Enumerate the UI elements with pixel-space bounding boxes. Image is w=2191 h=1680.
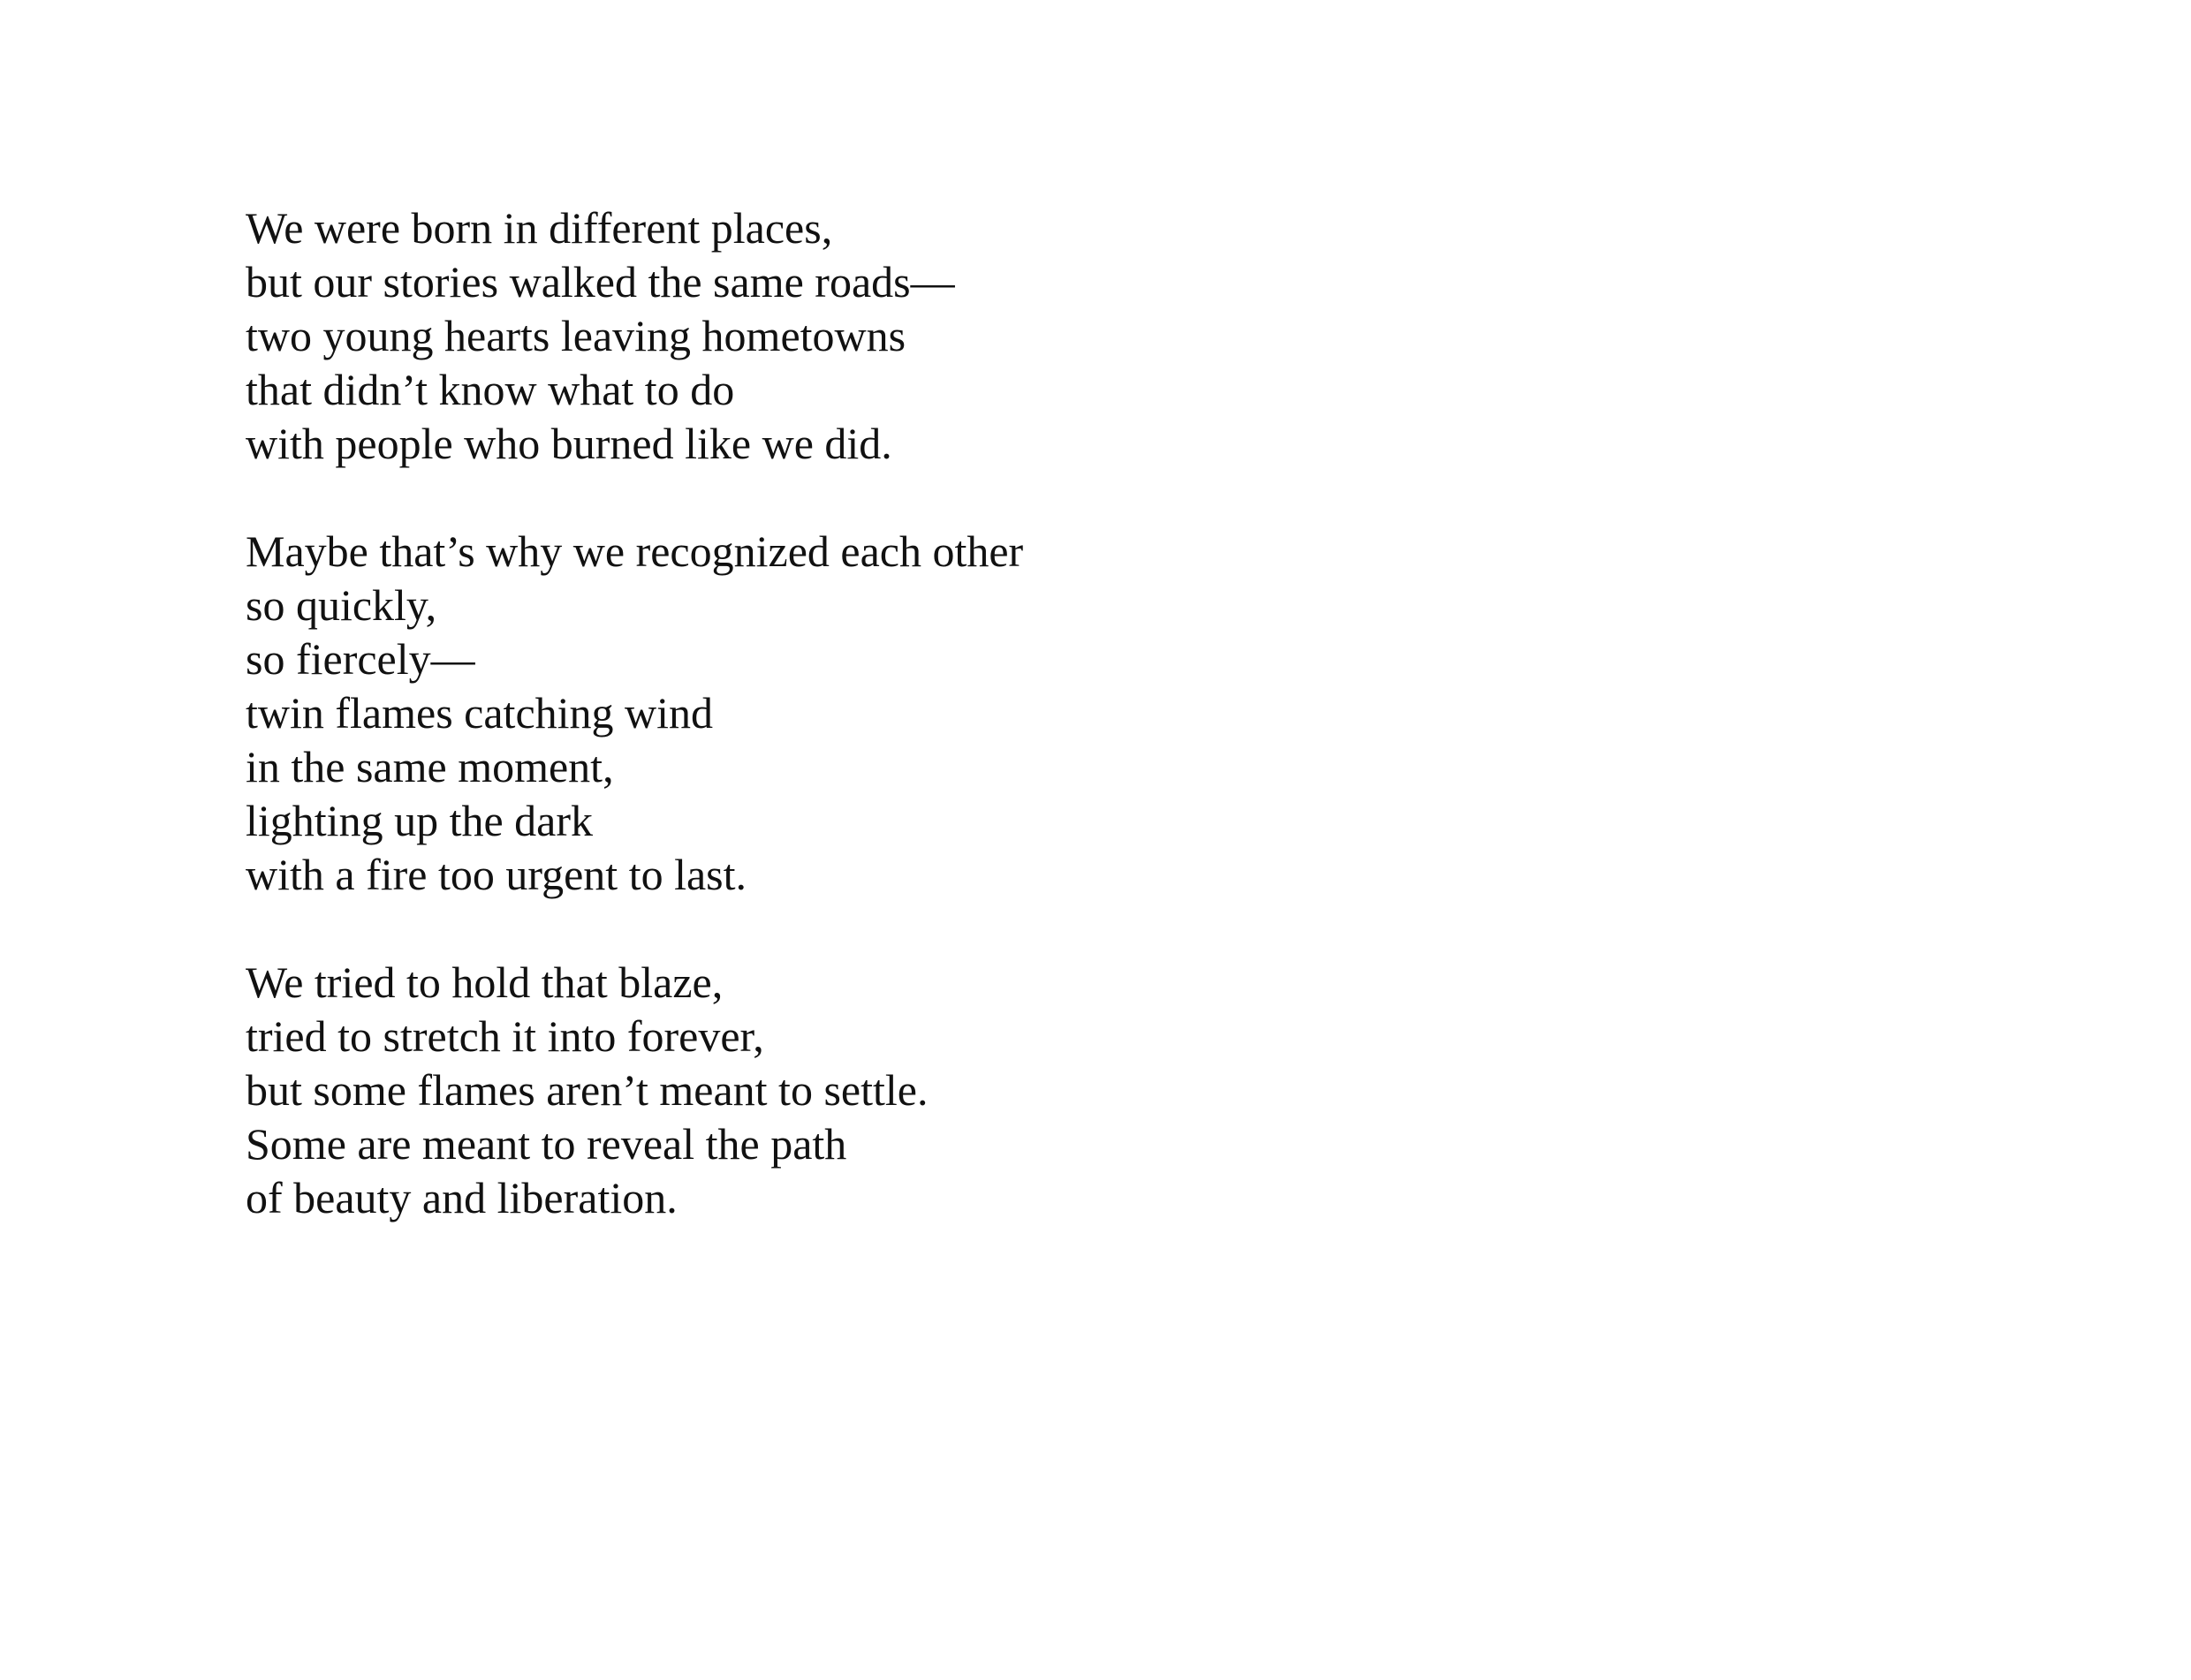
poem-line: with people who burned like we did. <box>246 419 892 468</box>
stanza-3 <box>246 956 1482 1225</box>
poem-line: lighting up the dark <box>246 796 593 845</box>
poem-line: that didn’t know what to do <box>246 365 735 414</box>
poem-line: tried to stretch it into forever, <box>246 1011 764 1061</box>
poem-line: with a fire too urgent to last. <box>246 850 747 899</box>
poem-line: Maybe that’s why we recognized each other <box>246 526 1024 576</box>
poem-line: but some flames aren’t meant to settle. <box>246 1065 929 1115</box>
poem-line: so fiercely— <box>246 634 475 684</box>
poem-line: of beauty and liberation. <box>246 1173 678 1222</box>
poem-line: We tried to hold that blaze, <box>246 957 724 1007</box>
stanza-2 <box>246 525 1482 902</box>
poem-line: two young hearts leaving hometowns <box>246 311 906 360</box>
poem-line: We were born in different places, <box>246 203 833 253</box>
poem-line: but our stories walked the same roads— <box>246 257 955 306</box>
poem-line: in the same moment, <box>246 742 614 791</box>
poem-line: twin flames catching wind <box>246 688 714 738</box>
stanza-1 <box>246 201 1482 471</box>
poem-line: so quickly, <box>246 580 437 630</box>
poem-text <box>246 201 1482 1225</box>
poem-line: Some are meant to reveal the path <box>246 1119 847 1169</box>
